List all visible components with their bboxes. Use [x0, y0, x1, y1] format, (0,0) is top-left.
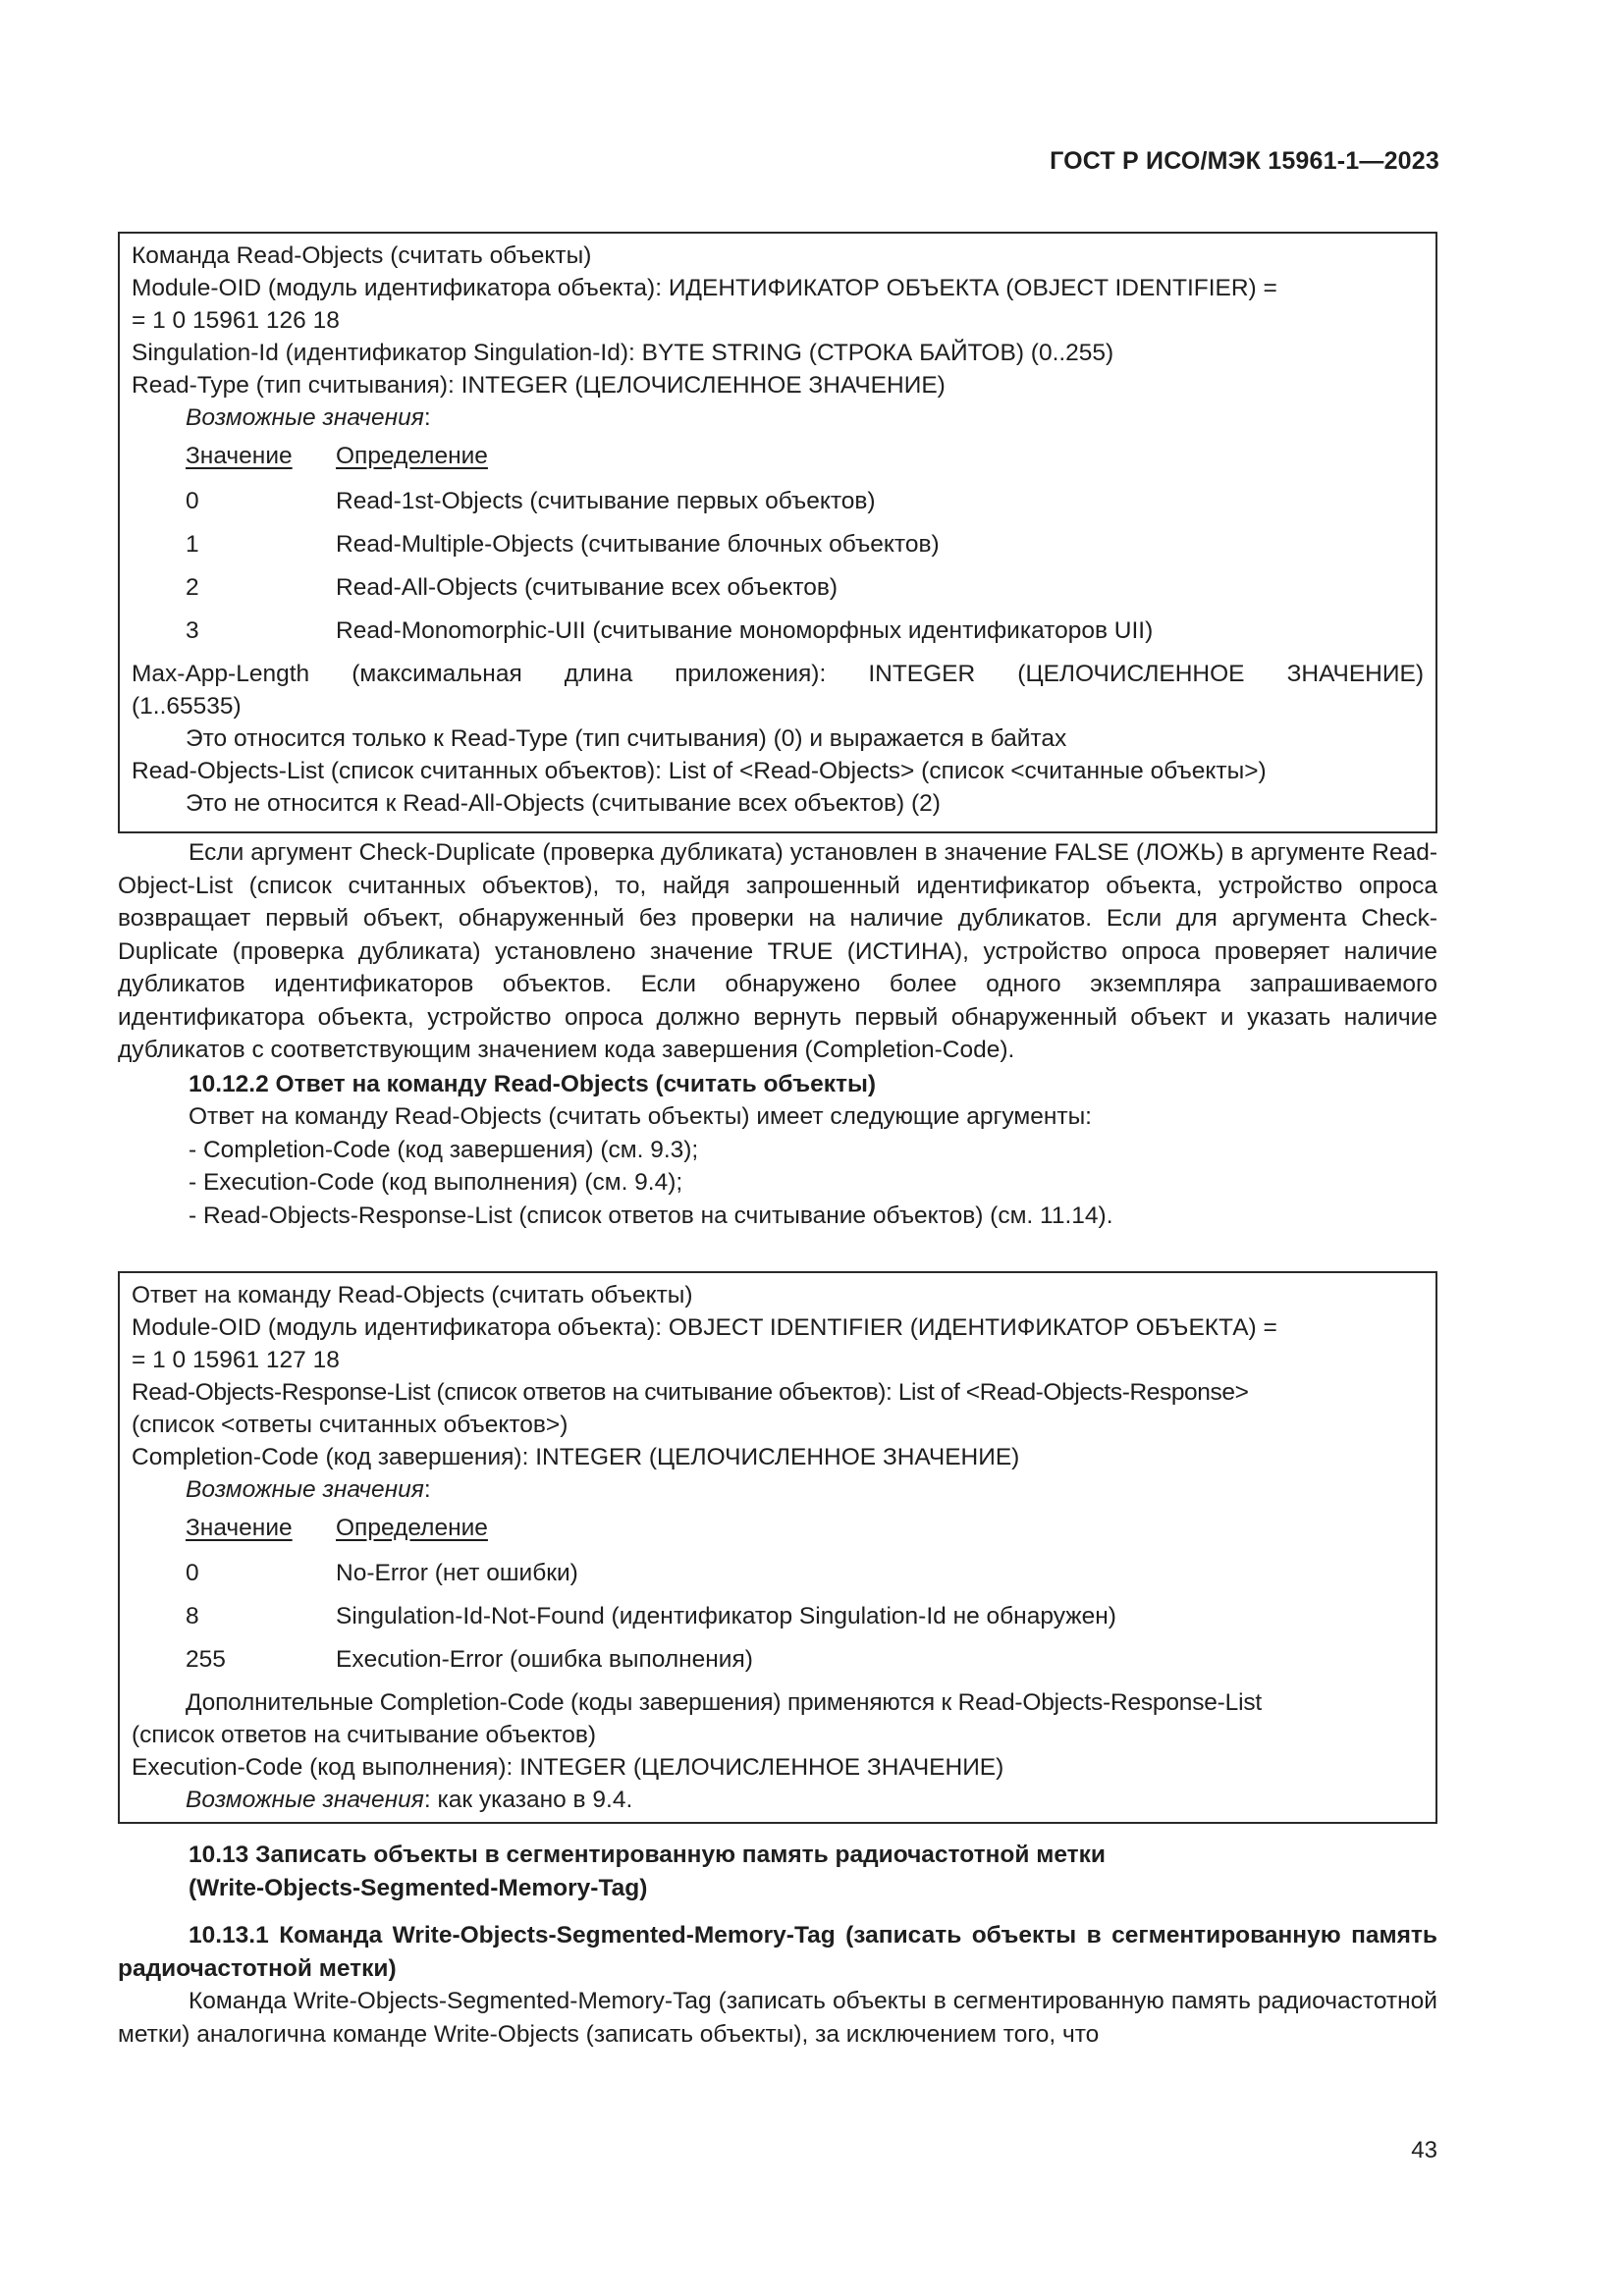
row-value: 1 — [186, 531, 199, 558]
section-10-13-block — [118, 1839, 1437, 2051]
possible-values-text: Возможные значения — [186, 404, 424, 431]
table-row — [186, 614, 1424, 654]
row-definition: No-Error (нет ошибки) — [336, 1560, 578, 1586]
section-10-13-heading: 10.13 Записать объекты в сегментированную память радиочастотной метки — [189, 1842, 1106, 1868]
standard-header: ГОСТ Р ИСО/МЭК 15961-1—2023 — [1050, 147, 1439, 175]
execution-code-line: Execution-Code (код выполнения): INTEGER (ЦЕЛОЧИСЛЕННОЕ ЗНАЧЕНИЕ) — [132, 1754, 1004, 1781]
additional-completion-codes-line-2: (список ответов на считывание объектов) — [132, 1722, 597, 1748]
read-objects-response-box — [118, 1271, 1437, 1824]
table-row — [186, 1600, 1424, 1643]
values-table-header — [186, 440, 1424, 485]
argument-list-item: - Execution-Code (код выполнения) (см. 9.4); — [189, 1169, 683, 1196]
possible-values-text: Возможные значения — [186, 1787, 424, 1813]
column-header-value: Значение — [186, 1515, 293, 1541]
row-definition: Read-All-Objects (считывание всех объектов) — [336, 574, 839, 601]
row-definition: Singulation-Id-Not-Found (идентификатор Singulation-Id не обнаружен) — [336, 1603, 1116, 1629]
argument-list-item: - Completion-Code (код завершения) (см. 9.3); — [189, 1136, 699, 1163]
argument-list-item: - Read-Objects-Response-List (список ответов на считывание объектов) (см. 11.14). — [189, 1201, 1113, 1229]
possible-values-ref — [132, 1784, 1424, 1816]
completion-code-line: Completion-Code (код завершения): INTEGER (ЦЕЛОЧИСЛЕННОЕ ЗНАЧЕНИЕ) — [132, 1444, 1020, 1470]
column-header-definition: Определение — [336, 1515, 488, 1541]
read-objects-command-box — [118, 232, 1437, 833]
read-type-line: Read-Type (тип считывания): INTEGER (ЦЕЛОЧИСЛЕННОЕ ЗНАЧЕНИЕ) — [132, 372, 946, 399]
row-definition: Read-Multiple-Objects (считывание блочных объектов) — [336, 531, 940, 558]
box-title: Команда Read-Objects (считать объекты) — [132, 242, 592, 269]
values-table — [186, 440, 1424, 654]
section-10-13-1-heading: 10.13.1 Команда Write-Objects-Segmented-Memory-Tag (записать объекты в сегментированную память радиочастотной метки) — [118, 1922, 1437, 1982]
possible-values-colon: : — [423, 404, 431, 431]
section-10-13-heading-line-2: (Write-Objects-Segmented-Memory-Tag) — [189, 1874, 648, 1901]
possible-values-ref-text: : как указано в 9.4. — [423, 1787, 633, 1813]
table-row — [186, 485, 1424, 528]
read-objects-list-note: Это не относится к Read-All-Objects (считывание всех объектов) (2) — [186, 790, 941, 817]
response-list-line: Read-Objects-Response-List (список ответов на считывание объектов): List of <Read-Objects-Response> — [132, 1379, 1249, 1406]
response-list-line-2: (список <ответы считанных объектов>) — [132, 1412, 568, 1438]
table-row — [186, 1643, 1424, 1682]
possible-values-text: Возможные значения — [186, 1476, 424, 1503]
possible-values-label — [132, 1473, 1424, 1506]
column-header-value: Значение — [186, 443, 293, 469]
module-oid-line: Module-OID (модуль идентификатора объекта): OBJECT IDENTIFIER (ИДЕНТИФИКАТОР ОБЪЕКТА) = — [132, 1314, 1277, 1341]
singulation-id-line: Singulation-Id (идентификатор Singulation-Id): BYTE STRING (СТРОКА БАЙТОВ) (0..255) — [132, 340, 1114, 366]
row-value: 0 — [186, 1560, 199, 1586]
row-definition: Execution-Error (ошибка выполнения) — [336, 1646, 753, 1673]
check-duplicate-paragraph: Если аргумент Check-Duplicate (проверка дубликата) установлен в значение FALSE (ЛОЖЬ) в аргументе Read-Object-List (список считанных объектов), то, найдя запрошенный идентификатор объекта, устройство опроса возвращает первый объект, обнаруженный без проверки на наличие дубликатов. Если для аргумента Check-Duplicate (проверка дубликата) установлено значение TRUE (ИСТИНА), устройство опроса проверяет наличие дубликатов идентификаторов объектов. Если обнаружено более одного экземпляра запрашиваемого идентификатора объекта, устройство опроса должно вернуть первый обнаруженный объект и указать наличие дубликатов с соответствующим значением кода завершения (Completion-Code). — [118, 839, 1437, 1063]
read-objects-list-line: Read-Objects-List (список считанных объектов): List of <Read-Objects> (список <считанные объекты>) — [132, 758, 1267, 784]
additional-completion-codes-line: Дополнительные Completion-Code (коды завершения) применяются к Read-Objects-Response-List — [186, 1689, 1262, 1716]
values-table — [186, 1512, 1424, 1682]
box-title: Ответ на команду Read-Objects (считать объекты) — [132, 1282, 693, 1308]
max-app-length-line: Max-App-Length (максимальная длина приложения): INTEGER (ЦЕЛОЧИСЛЕННОЕ ЗНАЧЕНИЕ) — [132, 661, 1424, 687]
max-app-length-note: Это относится только к Read-Type (тип считывания) (0) и выражается в байтах — [186, 725, 1067, 752]
table-row — [186, 1557, 1424, 1600]
row-value: 2 — [186, 574, 199, 601]
page-number: 43 — [1411, 2137, 1437, 2163]
module-oid-value: = 1 0 15961 127 18 — [132, 1347, 340, 1373]
values-table-header — [186, 1512, 1424, 1557]
possible-values-colon: : — [423, 1476, 431, 1503]
table-row — [186, 571, 1424, 614]
module-oid-line: Module-OID (модуль идентификатора объекта): ИДЕНТИФИКАТОР ОБЪЕКТА (OBJECT IDENTIFIER) = — [132, 275, 1277, 301]
max-app-length-range: (1..65535) — [132, 693, 242, 720]
possible-values-label — [132, 401, 1424, 434]
row-value: 3 — [186, 617, 199, 644]
section-10-13-1-text: Команда Write-Objects-Segmented-Memory-Tag (записать объекты в сегментированную память радиочастотной метки) аналогична команде Write-Objects (записать объекты), за исключением того, что — [118, 1988, 1437, 2048]
row-definition: Read-1st-Objects (считывание первых объектов) — [336, 488, 876, 514]
module-oid-value: = 1 0 15961 126 18 — [132, 307, 340, 334]
table-row — [186, 528, 1424, 571]
section-10-12-2-intro: Ответ на команду Read-Objects (считать объекты) имеет следующие аргументы: — [189, 1103, 1092, 1130]
row-value: 8 — [186, 1603, 199, 1629]
row-value: 0 — [186, 488, 199, 514]
row-definition: Read-Monomorphic-UII (считывание мономорфных идентификаторов UII) — [336, 617, 1154, 644]
check-duplicate-paragraph-block — [118, 836, 1437, 1232]
section-10-12-2-heading: 10.12.2 Ответ на команду Read-Objects (считать объекты) — [189, 1070, 877, 1097]
row-value: 255 — [186, 1646, 226, 1673]
column-header-definition: Определение — [336, 443, 488, 469]
